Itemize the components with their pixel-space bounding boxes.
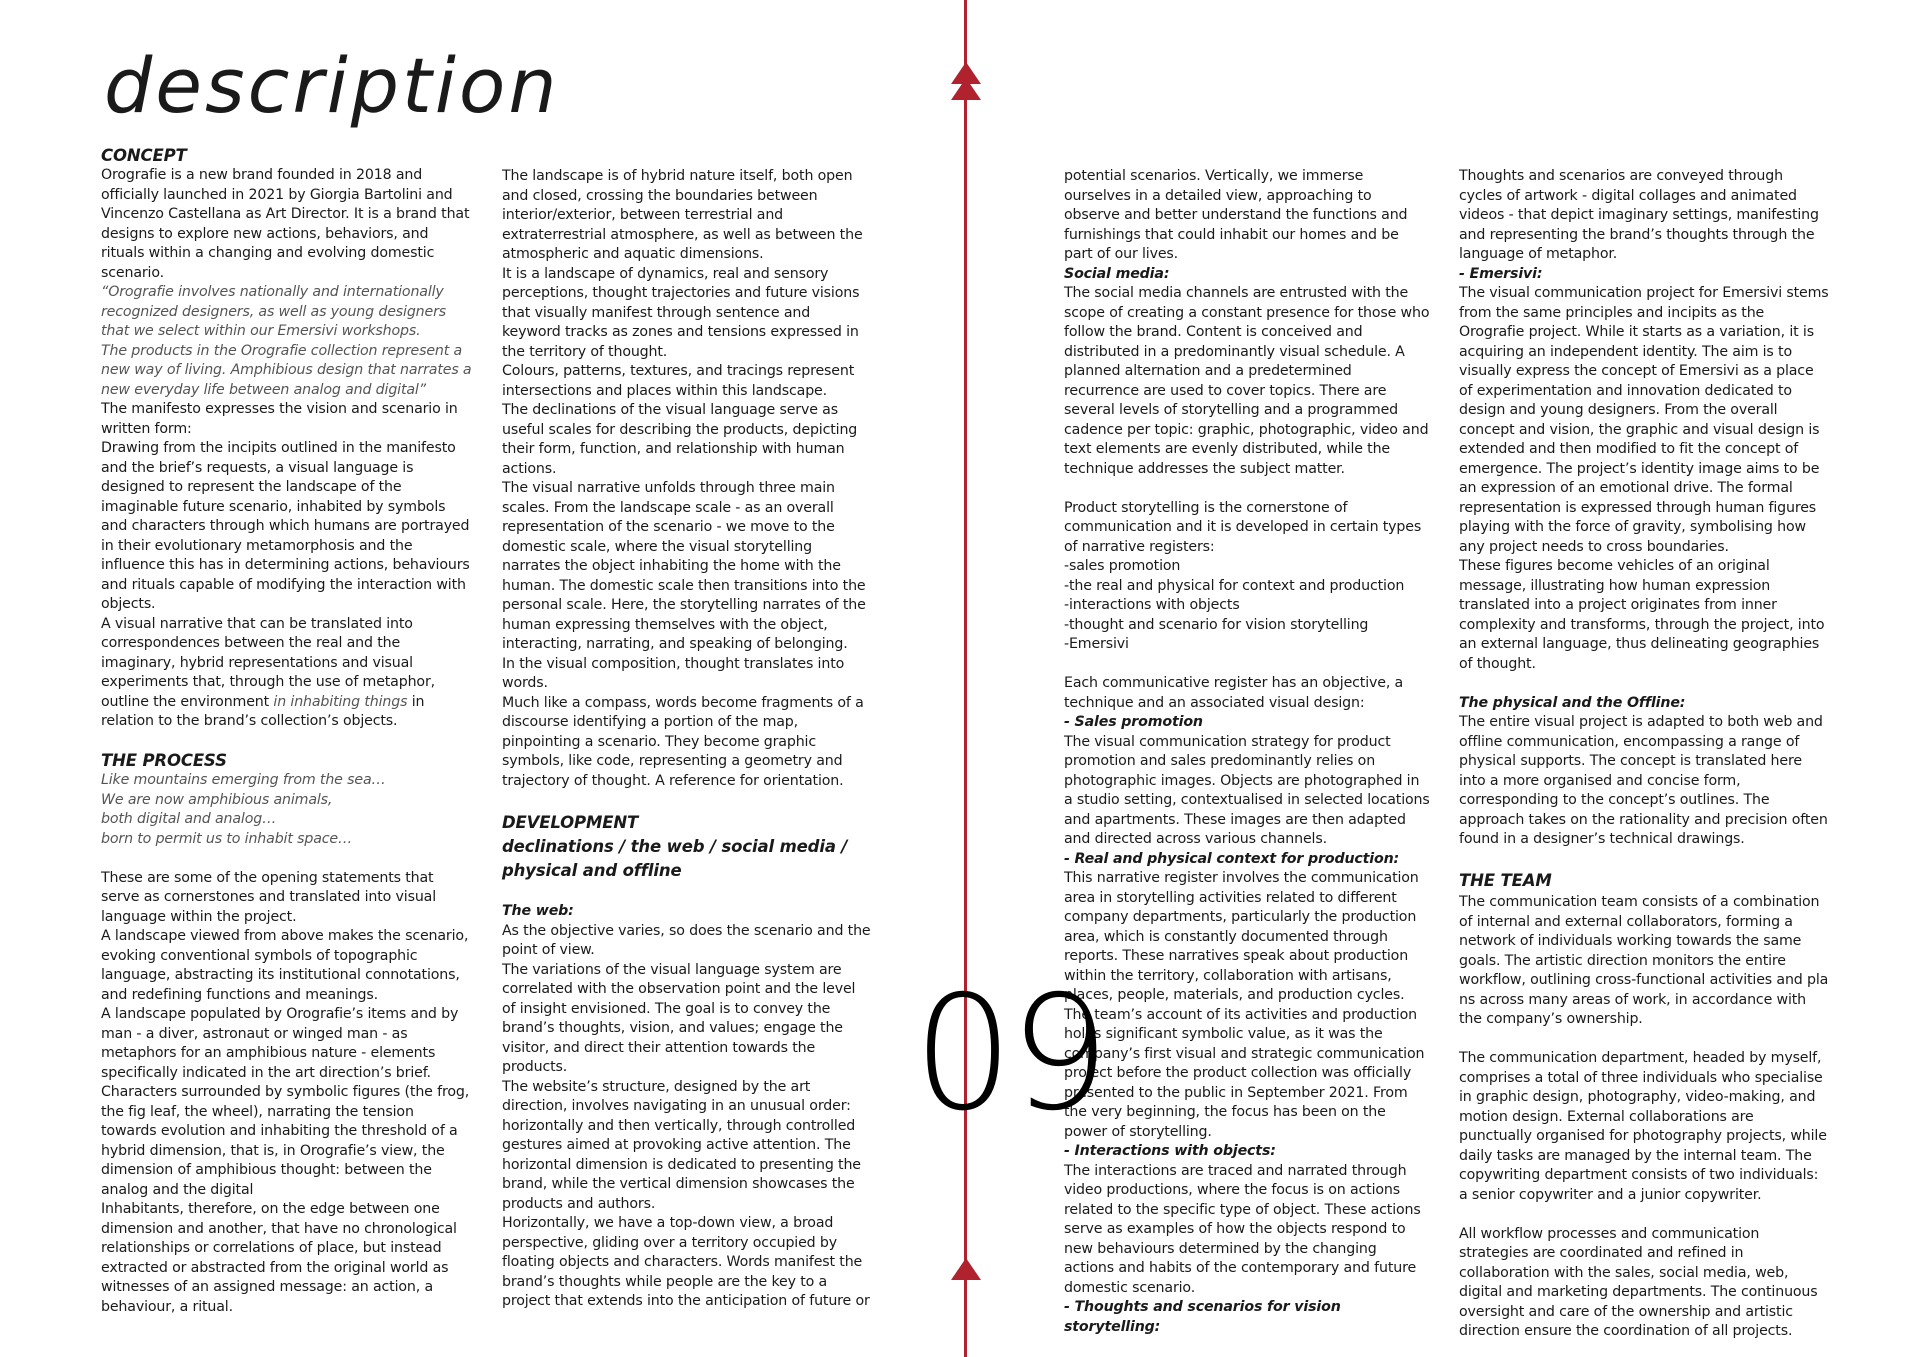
landscape-paragraph: In the visual composition, thought translates into words. <box>502 655 845 691</box>
concept-quote: The products in the Orografie collection represent a new way of living. Amphibious design that narrates a new everyday life between analog and digital” <box>101 342 472 398</box>
spine-arrow-bottom-icon <box>951 1258 981 1280</box>
landscape-paragraph: It is a landscape of dynamics, real and sensory perceptions, thought trajectories and future visions that visually manifest through sentence and keyword tracks as zones and tensions expressed in the territory of thought. <box>502 265 860 360</box>
social-paragraph: Each communicative register has an objective, a technique and an associated visual design: <box>1064 675 1404 711</box>
web-paragraph: The website’s structure, designed by the art direction, involves navigating in an unusual order: horizontally and then vertically, through controlled gestures aimed at provoking active attention. The horizontal dimension is dedicated to presenting the brand, while the vertical dimension showcases the products and authors. <box>502 1078 861 1212</box>
offline-heading: The physical and the Offline: <box>1459 694 1686 711</box>
process-paragraph: A landscape viewed from above makes the scenario, evoking conventional symbols of topographic language, abstracting its institutional connotations, and redefining functions and meanings. <box>101 928 469 1003</box>
process-paragraph: A landscape populated by Orografie’s items and by man - a diver, astronaut or winged man - as metaphors for an amphibious nature - elements specifically indicated in the art direction’s brief. <box>101 1006 459 1081</box>
emersivi-paragraph: These figures become vehicles of an original message, illustrating how human expression translated into a project originates from inner complexity and transforms, through the project, into an external language, thus delineating geographies of thought. <box>1459 558 1825 672</box>
concept-paragraph: Drawing from the incipits outlined in the manifesto and the brief’s requests, a visual language is designed to represent the landscape of the imaginable future scenario, inhabited by symbols and characters through which humans are portrayed in their evolutionary metamorphosis and the influence this has in determining actions, behaviours and rituals capable of modifying the interaction with objects. <box>101 440 470 612</box>
column-1 <box>101 146 473 1317</box>
process-poem-line: Like mountains emerging from the sea… <box>101 772 386 788</box>
register-list-item: -sales promotion <box>1064 558 1181 574</box>
landscape-paragraph: The declinations of the visual language serve as useful scales for describing the products, depicting their form, function, and relationship with human actions. <box>502 402 858 477</box>
register-list-item: -Emersivi <box>1064 636 1129 652</box>
team-heading: THE TEAM <box>1459 871 1552 890</box>
team-paragraph: The communication team consists of a combination of internal and external collaborators, forming a network of individuals working towards the same goals. The artistic direction monitors the entire workflow, outlining cross-functional activities and pla ns across many areas of work, in accordance with the company’s ownership. <box>1459 894 1829 1027</box>
column-2 <box>502 167 872 1312</box>
italic-span: in inhabiting things <box>269 693 412 710</box>
emersivi-paragraph: The visual communication project for Emersivi stems from the same principles and incipits as the Orografie project. While it starts as a variation, it is acquiring an independent identity. The aim is to visually express the concept of Emersivi as a place of experimentation and innovation dedicated to design and young designers. From the overall concept and vision, the graphic and visual design is extended and then modified to fit the concept of emergence. The project’s identity image aims to be an expression of an emotional drive. The formal representation is expressed through human figures playing with the force of gravity, symbolising how any project needs to cross boundaries. <box>1459 285 1829 555</box>
process-poem-line: both digital and analog… <box>101 811 277 827</box>
process-paragraph: Characters surrounded by symbolic figures (the frog, the fig leaf, the wheel), narrating the tension towards evolution and inhabiting the threshold of a hybrid dimension, that is, in Orografie’s view, the dimension of amphibious thought: between the analog and the digital <box>101 1084 470 1198</box>
text-span: A visual narrative that can be translated into correspondences between the real and the imaginary, hybrid representations and visual experiments that, through the use of metaphor, outline the environment <box>101 615 436 710</box>
process-poem-line: born to permit us to inhabit space… <box>101 830 353 847</box>
register-list-item: -interactions with objects <box>1064 597 1240 613</box>
concept-paragraph <box>101 615 473 732</box>
real-context-heading: - Real and physical context for production: <box>1064 850 1400 867</box>
process-heading: THE PROCESS <box>101 751 227 770</box>
social-paragraph: The social media channels are entrusted with the scope of creating a constant presence for those who follow the brand. Content is conceived and distributed in a predominantly visual schedule. A planned alternation and a predetermined recurrence are used to cover topics. There are several levels of storytelling and a programmed cadence per topic: graphic, photographic, video and text elements are evenly distributed, while the technique addresses the subject matter. <box>1064 285 1430 477</box>
interactions-paragraph: The interactions are traced and narrated through video productions, where the focus is on actions related to the specific type of object. These actions serve as examples of how the objects respond to new behaviours determined by the changing actions and habits of the contemporary and future domestic scenario. <box>1064 1162 1421 1296</box>
sales-paragraph: The visual communication strategy for product promotion and sales predominantly relies on photographic images. Objects are photographed in a studio setting, contextualised in selected locations and apartments. These images are then adapted and directed across various channels. <box>1064 733 1430 847</box>
development-heading: DEVELOPMENT <box>502 812 639 832</box>
concept-heading: CONCEPT <box>101 146 187 165</box>
thoughts-paragraph: Thoughts and scenarios are conveyed through cycles of artwork - digital collages and animated videos - that depict imaginary settings, manifesting and representing the brand’s thoughts through the language of metaphor. <box>1459 168 1819 262</box>
web-paragraph: As the objective varies, so does the scenario and the point of view. <box>502 922 871 958</box>
concept-paragraph: Orografie is a new brand founded in 2018 and officially launched in 2021 by Giorgia Bartolini and Vincenzo Castellana as Art Director. It is a brand that designs to explore new actions, behaviors, and rituals within a changing and evolving domestic scenario. <box>101 167 470 281</box>
register-list-item: -the real and physical for context and production <box>1064 577 1405 594</box>
social-paragraph: Product storytelling is the cornerstone of communication and it is developed in certain types of narrative registers: <box>1064 499 1422 555</box>
interactions-heading: - Interactions with objects: <box>1064 1143 1276 1159</box>
process-paragraph: Inhabitants, therefore, on the edge between one dimension and another, that have no chronological relationships or correlations of place, but instead extracted or abstracted from the original world as witnesses of an assigned message: an action, a behaviour, a ritual. <box>101 1201 457 1315</box>
sales-promotion-heading: - Sales promotion <box>1064 714 1203 730</box>
web-heading: The web: <box>502 903 574 919</box>
development-subheading: physical and offline <box>502 860 682 880</box>
landscape-paragraph: Colours, patterns, textures, and tracings represent intersections and places within this landscape. <box>502 363 855 399</box>
landscape-paragraph: The visual narrative unfolds through three main scales. From the landscape scale - as an overall representation of the scenario - we move to the domestic scale, where the visual storytelling narrates the object inhabiting the home with the human. The domestic scale then transitions into the personal scale. Here, the storytelling narrates of the human expressing themselves with the object, interacting, narrating, and speaking of belonging. <box>502 480 866 652</box>
page-title: description <box>104 41 560 130</box>
landscape-paragraph: The landscape is of hybrid nature itself, both open and closed, crossing the boundaries between interior/exterior, between terrestrial and extraterrestrial atmosphere, as well as between the atmospheric and aquatic dimensions. <box>502 168 863 262</box>
development-subheading: declinations / the web / social media / <box>502 836 848 856</box>
process-poem-line: We are now amphibious animals, <box>101 791 333 808</box>
real-context-paragraph: This narrative register involves the communication area in storytelling activities related to different company departments, particularly the production area, which is constantly documented through reports. These narratives speak about production within the territory, collaboration with artisans, places, people, materials, and production cycles. The team’s account of its activities and production holds significant symbolic value, as it was the company’s first visual and strategic communication project before the product collection was officially presented to the public in September 2021. From the very beginning, the focus has been on the power of storytelling. <box>1064 870 1425 1140</box>
team-paragraph: The communication department, headed by myself, comprises a total of three individuals who specialise in graphic design, photography, video-making, and motion design. External collaborations are punctually organised for photography projects, while daily tasks are managed by the internal team. The copywriting department consists of two individuals: a senior copywriter and a junior copywriter. <box>1459 1050 1827 1203</box>
column-4 <box>1459 167 1829 1342</box>
register-list-item: -thought and scenario for vision storytelling <box>1064 616 1369 633</box>
web-paragraph: Horizontally, we have a top-down view, a broad perspective, gliding over a territory occupied by floating objects and characters. Words manifest the brand’s thoughts while people are the key to a project that extends into the anticipation of future or <box>502 1215 870 1309</box>
center-spine-line <box>964 0 967 1357</box>
process-paragraph: These are some of the opening statements that serve as cornerstones and translated into visual language within the project. <box>101 869 437 925</box>
social-media-heading: Social media: <box>1064 265 1170 282</box>
emersivi-heading: - Emersivi: <box>1459 265 1543 282</box>
team-paragraph: All workflow processes and communication strategies are coordinated and refined in collaboration with the sales, social media, web, digital and marketing departments. The continuous oversight and care of the ownership and artistic direction ensure the coordination of all projects. <box>1459 1225 1818 1339</box>
web-continued-paragraph: potential scenarios. Vertically, we immerse ourselves in a detailed view, approaching to observe and better understand the functions and furnishings that could inhabit our homes and be part of our lives. <box>1064 168 1408 262</box>
concept-quote: “Orografie involves nationally and internationally recognized designers, as well as young designers that we select within our Emersivi workshops. <box>101 284 447 339</box>
thoughts-heading: - Thoughts and scenarios for vision storytelling: <box>1064 1299 1341 1335</box>
landscape-paragraph: Much like a compass, words become fragments of a discourse identifying a portion of the map, pinpointing a scenario. They become graphic symbols, like code, representing a geometry and trajectory of thought. A reference for orientation. <box>502 694 864 789</box>
web-paragraph: The variations of the visual language system are correlated with the observation point and the level of insight envisioned. The goal is to convey the brand’s thoughts, vision, and values; engage the visitor, and direct their attention towards the products. <box>502 961 856 1075</box>
text-span: in relation to the brand’s collection’s objects. <box>101 693 425 729</box>
column-3 <box>1064 167 1430 1337</box>
page-number: 09 <box>913 962 1107 1146</box>
concept-paragraph: The manifesto expresses the vision and scenario in written form: <box>101 401 458 437</box>
spine-arrow-top-2-icon <box>951 78 981 100</box>
offline-paragraph: The entire visual project is adapted to both web and offline communication, encompassing a range of physical supports. The concept is translated here into a more organised and concise form, corresponding to the concept’s outlines. The approach takes on the rationality and precision often found in a designer’s technical drawings. <box>1459 714 1828 847</box>
